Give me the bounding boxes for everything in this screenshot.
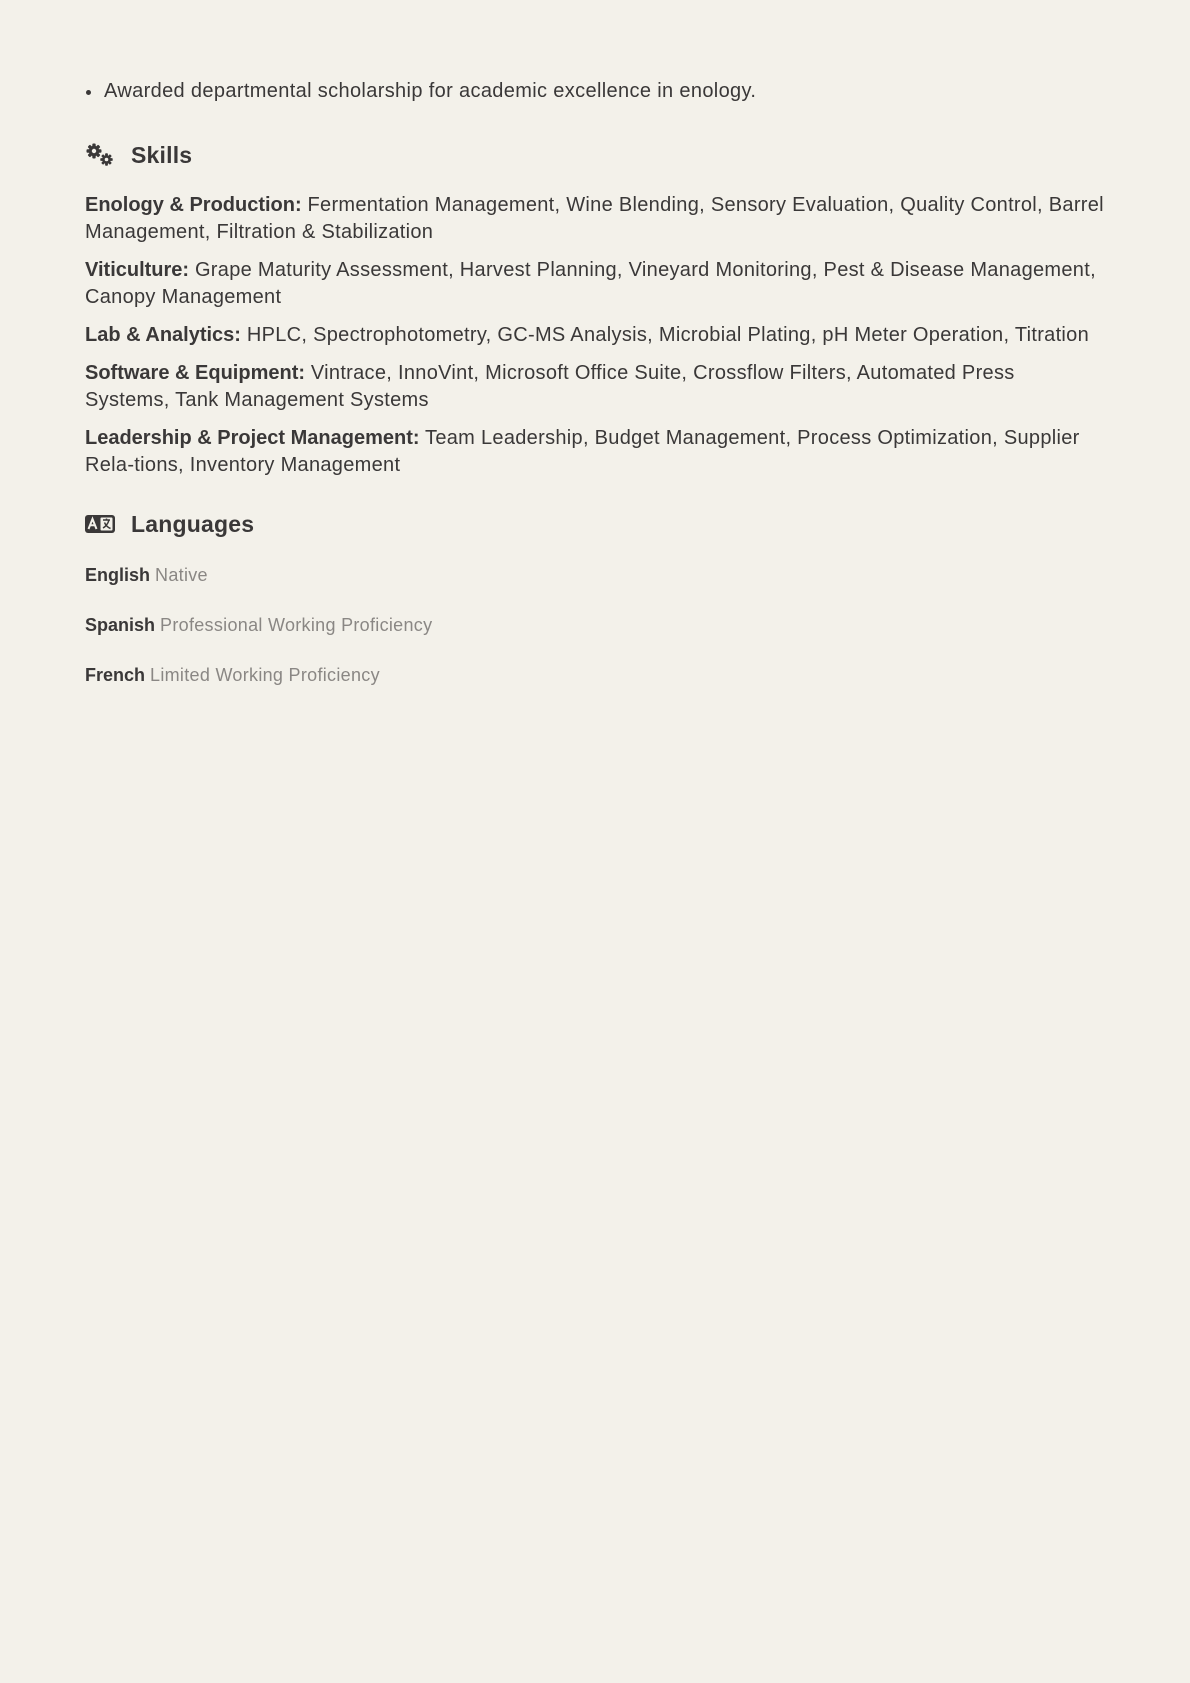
bullet-text: Awarded departmental scholarship for academic excellence in enology. bbox=[104, 80, 757, 102]
education-achievements bbox=[85, 78, 1105, 105]
skill-category: Lab & Analytics: bbox=[85, 324, 241, 346]
language-level: Professional Working Proficiency bbox=[160, 615, 433, 635]
section-title: Languages bbox=[131, 510, 255, 537]
gears-icon bbox=[85, 141, 117, 169]
language-row bbox=[85, 562, 685, 612]
skill-row bbox=[85, 360, 1105, 414]
skills-heading bbox=[85, 139, 685, 171]
skill-row bbox=[85, 322, 1105, 349]
skill-items: Grape Maturity Assessment, Harvest Planning, Vineyard Monitoring, Pest & Disease Management, Canopy Management bbox=[85, 259, 1096, 308]
skills-list bbox=[85, 192, 1105, 490]
bullet-dot bbox=[86, 90, 91, 95]
skill-row bbox=[85, 257, 1105, 311]
section-title: Skills bbox=[131, 141, 193, 168]
language-name: Spanish bbox=[85, 615, 156, 635]
skill-items: Fermentation Management, Wine Blending, Sensory Evaluation, Quality Control, Barrel Management, Filtration & Stabilization bbox=[85, 194, 1104, 243]
language-name: French bbox=[85, 665, 146, 685]
skill-category: Enology & Production: bbox=[85, 194, 302, 216]
skill-items: HPLC, Spectrophotometry, GC-MS Analysis, Microbial Plating, pH Meter Operation, Titration bbox=[246, 324, 1090, 346]
languages-heading bbox=[85, 508, 685, 540]
list-item bbox=[85, 78, 1105, 105]
skill-items: Vintrace, InnoVint, Microsoft Office Suite, Crossflow Filters, Automated Press Systems, Tank Management Systems bbox=[85, 362, 1015, 411]
language-level: Limited Working Proficiency bbox=[150, 665, 380, 685]
languages-list bbox=[85, 562, 685, 712]
language-row bbox=[85, 662, 685, 712]
skill-category: Software & Equipment: bbox=[85, 362, 306, 384]
skill-row bbox=[85, 192, 1105, 246]
language-level: Native bbox=[155, 565, 208, 585]
language-name: English bbox=[85, 565, 151, 585]
language-row bbox=[85, 612, 685, 662]
skill-items: Team Leadership, Budget Management, Process Optimization, Supplier Rela-tions, Inventory Management bbox=[85, 427, 1080, 476]
skill-category: Leadership & Project Management: bbox=[85, 427, 420, 449]
skill-row bbox=[85, 425, 1105, 479]
language-icon bbox=[85, 510, 117, 538]
skill-category: Viticulture: bbox=[85, 259, 190, 281]
